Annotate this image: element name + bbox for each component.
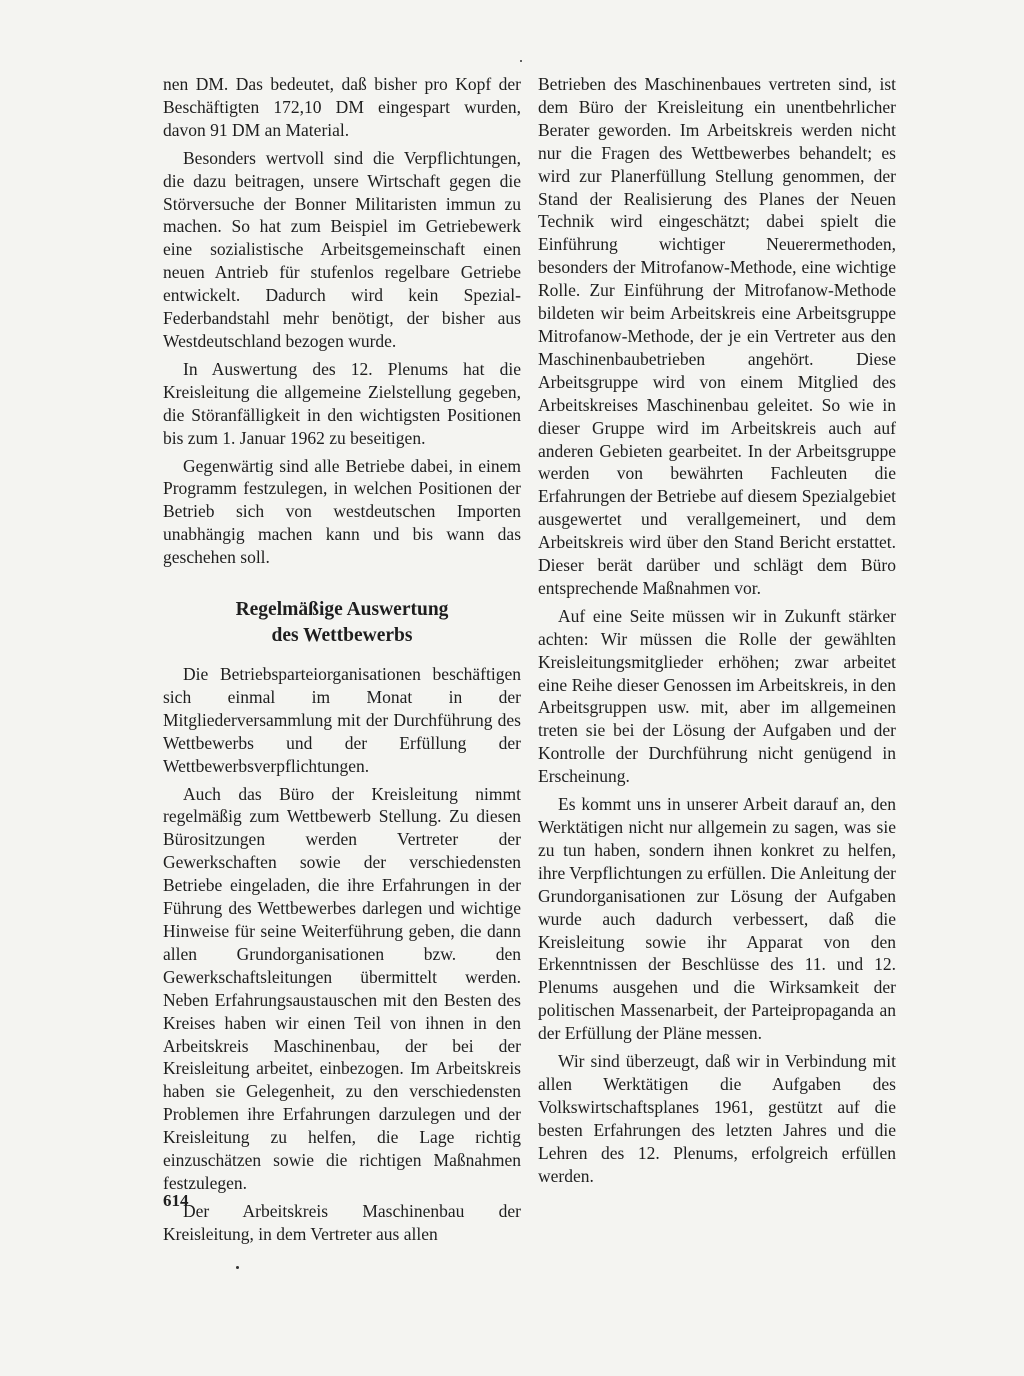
paragraph: Es kommt uns in unserer Arbeit darauf an, den Werktätigen nicht nur allgemein zu sagen, was sie zu tun haben, sondern ihnen konkret zu helfen, ihre Verpflichtungen zu erfüllen. Die Anleitung der Grundorganisationen zur Lösung der Aufgaben wurde auch dadurch verbessert, daß die Kreisleitung sowie ihr Apparat von den Erkenntnissen der Beschlüsse des 11. und 12. Plenums ausgehen und die Wirksamkeit der politischen Massenarbeit, der Parteipropaganda an der Erfüllung der Pläne messen. (538, 794, 896, 1044)
paragraph: Der Arbeitskreis Maschinenbau der Kreisleitung, in dem Vertreter aus allen (163, 1200, 521, 1244)
paragraph: In Auswertung des 12. Plenums hat die Kreisleitung die allgemeine Zielstellung gegeben, die Störanfälligkeit in den wichtigsten Positionen bis zum 1. Januar 1962 zu beseitigen. (163, 358, 521, 448)
page-number: 614 (163, 1191, 189, 1210)
scan-speck (520, 60, 522, 62)
section-heading-line-1: Regelmäßige Auswertung (235, 599, 449, 621)
paragraph: Wir sind überzeugt, daß wir in Verbindung mit allen Werktätigen die Aufgaben des Volkswirtschaftsplanes 1961, gestützt auf die besten Erfahrungen des letzten Jahres und die Lehren des 12. Plenums, erfolgreich erfüllen werden. (538, 1051, 896, 1186)
paragraph: Auf eine Seite müssen wir in Zukunft stärker achten: Wir müssen die Rolle der gewählten Kreisleitungsmitglieder erhöhen; zwar arbeitet eine Reihe dieser Genossen im Arbeitskreis, in den Arbeitsgruppen usw. mit, aber im allgemeinen treten sie bei der Lösung der Aufgaben und der Kontrolle der Durchführung nicht genügend in Erscheinung. (538, 605, 896, 787)
right-column (538, 73, 896, 1193)
paragraph: Betrieben des Maschinenbaues vertreten sind, ist dem Büro der Kreisleitung ein unentbehrlicher Berater geworden. Im Arbeitskreis werden nicht nur die Fragen des Wettbewerbes behandelt; es wird zur Planerfüllung Stellung genommen, der Stand der Realisierung des Planes der Neuen Technik wird eingeschätzt; dabei spielt die Einführung wichtiger Neuerermethoden, besonders der Mitrofanow-Methode, eine wichtige Rolle. Zur Einführung der Mitrofanow-Methode bildeten wir beim Arbeitskreis eine Arbeitsgruppe Mitrofanow-Methode, der je ein Vertreter aus den Maschinenbaubetrieben angehört. Diese Arbeitsgruppe wird von einem Mitglied des Arbeitskreises Maschinenbau geleitet. So wie in dieser Gruppe wird im Arbeitskreis auch auf anderen Gebieten gearbeitet. In der Arbeitsgruppe werden von bewährten Fachleuten die Erfahrungen der Betriebe auf diesem Spezialgebiet ausgewertet und verallgemeinert, und dem Arbeitskreis wird über den Stand Bericht erstattet. Dieser berät darüber und schlägt dem Büro entsprechende Maßnahmen vor. (538, 74, 896, 598)
section-heading-line-2: des Wettbewerbs (271, 625, 413, 647)
paragraph: Die Betriebsparteiorganisationen beschäftigen sich einmal im Monat in der Mitgliederversammlung mit der Durchführung des Wettbewerbs und der Erfüllung der Wettbewerbsverpflichtungen. (163, 664, 521, 776)
paragraph: Gegenwärtig sind alle Betriebe dabei, in einem Programm festzulegen, in welchen Positionen der Betrieb sich von westdeutschen Importen unabhängig machen kann und bis wann das geschehen soll. (163, 455, 521, 568)
scan-speck (236, 1266, 239, 1269)
paragraph: nen DM. Das bedeutet, daß bisher pro Kopf der Beschäftigten 172,10 DM eingespart wurden, davon 91 DM an Material. (163, 74, 521, 140)
paragraph: Auch das Büro der Kreisleitung nimmt regelmäßig zum Wettbewerb Stellung. Zu diesen Bürositzungen werden Vertreter der Gewerkschaften sowie der verschiedensten Betriebe eingeladen, die ihre Erfahrungen in der Führung des Wettbewerbes darlegen und wichtige Hinweise für seine Weiterführung geben, die dann allen Grundorganisationen bzw. den Gewerkschaftsleitungen übermittelt werden. Neben Erfahrungsaustauschen mit den Besten des Kreises haben wir einen Teil von ihnen in den Arbeitskreis Maschinenbau, der bei der Kreisleitung arbeitet, einbezogen. Im Arbeitskreis haben sie Gelegenheit, zu den verschiedensten Problemen ihre Erfahrungen darzulegen und der Kreisleitung zu helfen, die Lage richtig einzuschätzen sowie die richtigen Maßnahmen festzulegen. (163, 783, 521, 1193)
paragraph: Besonders wertvoll sind die Verpflichtungen, die dazu beitragen, unsere Wirtschaft gegen die Störversuche der Bonner Militaristen immun zu machen. So hat zum Beispiel im Getriebewerk eine sozialistische Arbeitsgemeinschaft einen neuen Antrieb für stufenlos regelbare Getriebe entwickelt. Dadurch wird kein Spezial-Federbandstahl mehr benötigt, der bisher aus Westdeutschland bezogen wurde. (163, 147, 521, 351)
left-column (163, 73, 521, 1251)
section-heading (163, 597, 521, 649)
